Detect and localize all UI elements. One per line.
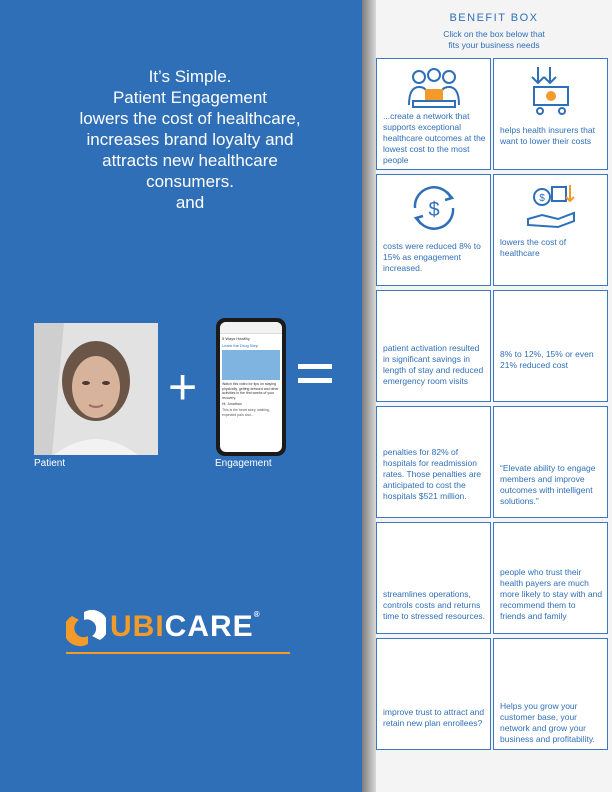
benefit-box-11[interactable] — [376, 638, 491, 750]
equals-sign — [298, 364, 332, 392]
engagement-label: Engagement — [215, 458, 272, 469]
benefit-box-text: “Elevate ability to engage members and improve outcomes with intelligent solutions.” — [500, 463, 596, 506]
ubicare-logo — [66, 606, 296, 654]
benefit-box-text: patient activation resulted in significant savings in length of stay and reduced emergency room visits — [383, 343, 484, 386]
money-down-arrow-icon — [522, 65, 580, 117]
benefit-box-2[interactable] — [493, 58, 608, 170]
benefit-box-5[interactable] — [376, 290, 491, 402]
logo-wordmark — [110, 610, 261, 644]
patient-photo — [34, 323, 158, 455]
phone-app-header — [220, 322, 282, 334]
subtitle-line: Click on the box below that — [443, 29, 545, 39]
benefit-box-7[interactable] — [376, 406, 491, 518]
headline-line: lowers the cost of healthcare, — [79, 109, 301, 128]
benefit-box-text: lowers the cost of healthcare — [500, 237, 567, 258]
benefit-box-text: helps health insurers that want to lower their costs — [500, 125, 595, 146]
headline — [40, 66, 340, 213]
phone-caption: Watch this video for tips on staying physically, getting dressed and other activities in the first weeks of your recovery. — [222, 382, 279, 400]
headline-line: consumers. — [146, 172, 234, 191]
phone-video-thumbnail — [222, 350, 280, 380]
headline-line: It’s Simple. — [148, 67, 232, 86]
benefit-box-text: improve trust to attract and retain new plan enrollees? — [383, 707, 485, 728]
benefit-box-8[interactable] — [493, 406, 608, 518]
benefit-box-6[interactable] — [493, 290, 608, 402]
benefit-box-3[interactable] — [376, 174, 491, 286]
phone-body: This is the heart story, walking, expected pain and... — [222, 408, 270, 417]
panel-shadow — [362, 0, 376, 792]
benefit-box-9[interactable] — [376, 522, 491, 634]
meeting-people-icon — [405, 65, 463, 117]
phone-section: Hi, Jonathan — [222, 402, 242, 406]
plus-sign: + — [168, 359, 198, 415]
benefit-box-10[interactable] — [493, 522, 608, 634]
benefit-box-4[interactable] — [493, 174, 608, 286]
hand-dollar-down-icon — [522, 181, 580, 233]
headline-line: increases brand loyalty and — [86, 130, 294, 149]
phone-link: Learn the Drug Step — [222, 343, 259, 348]
benefit-box-title: BENEFIT BOX — [449, 12, 539, 24]
dollar-cycle-icon — [405, 179, 463, 237]
svg-text:$: $ — [539, 193, 545, 204]
benefit-box-subtitle — [376, 29, 612, 51]
benefit-box-text: 8% to 12%, 15% or even 21% reduced cost — [500, 349, 594, 370]
logo-care: CARE — [164, 610, 254, 643]
logo-underline — [66, 652, 290, 654]
benefit-box-text: people who trust their health payers are much more likely to stay with and recommend them to friends and family — [500, 567, 603, 621]
phone-mockup — [216, 318, 286, 456]
logo-reg: ® — [253, 610, 261, 619]
benefit-box-12[interactable] — [493, 638, 608, 750]
logo-ubi: UBI — [110, 610, 165, 643]
benefit-box-1[interactable] — [376, 58, 491, 170]
subtitle-line: fits your business needs — [448, 40, 540, 50]
svg-text:$: $ — [428, 199, 440, 221]
headline-line: attracts new healthcare — [102, 151, 278, 170]
benefit-box-text: Helps you grow your customer base, your network and grow your business and profitability. — [500, 701, 595, 744]
benefit-box-text: ...create a network that supports exceptional healthcare outcomes at the lowest cost to the most people — [383, 111, 486, 165]
benefit-box-text: costs were reduced 8% to 15% as engagement increased. — [383, 241, 481, 273]
patient-label: Patient — [34, 458, 66, 469]
headline-line: Patient Engagement — [112, 88, 268, 107]
phone-heading: 5 Ways Healthy — [222, 336, 250, 341]
benefit-box-text: penalties for 82% of hospitals for readmission rates. Those penalties are anticipated to cost the hospitals $521 million. — [383, 447, 482, 501]
ubicare-mark-icon — [66, 608, 106, 648]
benefit-box-text: streamlines operations, controls costs and returns time to stressed resources. — [383, 589, 486, 621]
phone-screen — [220, 322, 282, 452]
headline-line: and — [175, 193, 205, 212]
